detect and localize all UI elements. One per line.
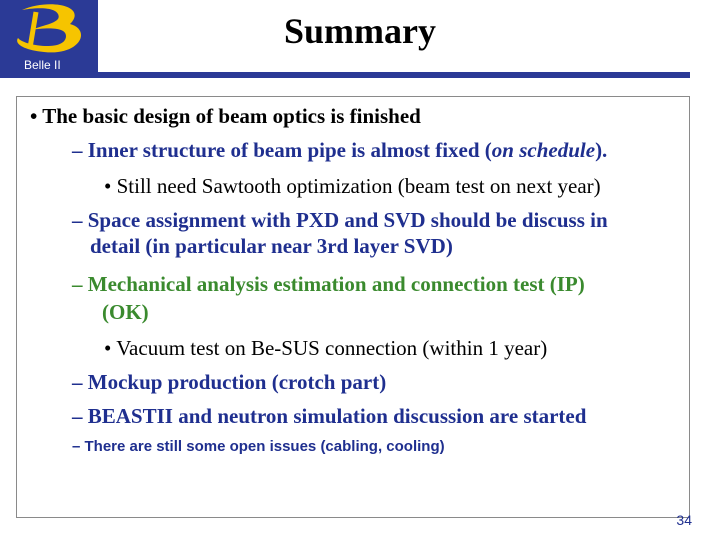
dash-item-3-line2: (OK) (102, 300, 149, 324)
dash-item-1-prefix: – Inner structure of beam pipe is almost fixed ( (72, 138, 492, 162)
page-title: Summary (284, 11, 436, 51)
page-number: 34 (676, 512, 692, 528)
dash-item-6: – There are still some open issues (cabling, cooling) (72, 438, 445, 455)
sub-bullet-1: • Still need Sawtooth optimization (beam test on next year) (104, 174, 601, 198)
dash-item-1-suffix: ). (595, 138, 608, 162)
dash-item-1-italic: on schedule (491, 138, 596, 162)
bullet-main: • The basic design of beam optics is finished (30, 104, 421, 128)
sub-bullet-2: • Vacuum test on Be-SUS connection (within 1 year) (104, 336, 548, 360)
dash-item-2-line1: – Space assignment with PXD and SVD should be discuss in (72, 208, 608, 232)
dash-item-3-line1: – Mechanical analysis estimation and connection test (IP) (72, 272, 585, 296)
belle-logo-caption: Belle II (24, 58, 61, 72)
dash-item-2-line2: detail (in particular near 3rd layer SVD) (90, 234, 453, 258)
dash-item-1 (72, 138, 607, 162)
title-underline (98, 72, 690, 78)
dash-item-4: – Mockup production (crotch part) (72, 370, 387, 394)
dash-item-5: – BEASTII and neutron simulation discussion are started (72, 404, 587, 428)
